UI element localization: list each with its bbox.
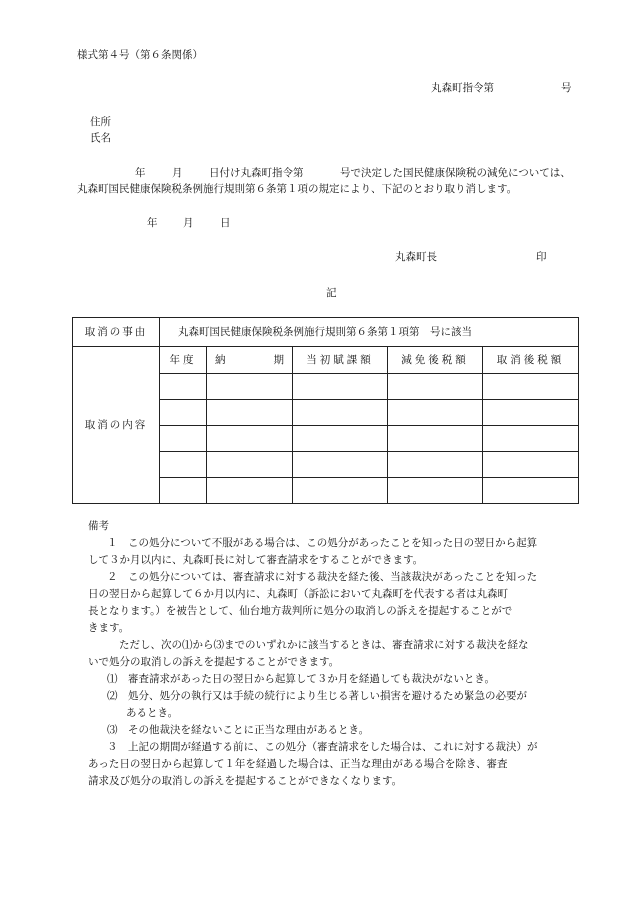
note-line: して３か月以内に、丸森町長に対して審査請求をすることができます。 xyxy=(88,554,424,566)
note-line: ２ この処分については、審査請求に対する裁決を経た後、当該裁決があったことを知った xyxy=(107,571,538,583)
table-cell xyxy=(388,426,483,452)
reason-label: 取消の事由 xyxy=(73,318,160,347)
form-id: 様式第４号（第６条関係） xyxy=(77,49,203,61)
body-line1-tail: 号で決定した国民健康保険税の減免については、 xyxy=(340,167,571,179)
table-cell xyxy=(483,478,579,504)
body-line1-mid: 日付け丸森町指令第 xyxy=(209,167,304,179)
note-line: きます。 xyxy=(88,622,130,634)
note-line: 日の翌日から起算して６か月以内に、丸森町（訴訟において丸森町を代表する者は丸森町 xyxy=(88,588,508,600)
header-fiscal-year: 年度 xyxy=(160,347,207,374)
header-initial-tax: 当初賦課額 xyxy=(293,347,388,374)
table-cell xyxy=(388,452,483,478)
table-cell xyxy=(293,452,388,478)
table-cell xyxy=(207,426,293,452)
table-cell xyxy=(388,478,483,504)
header-period-right: 期 xyxy=(273,353,284,366)
table-cell xyxy=(160,478,207,504)
table-cell xyxy=(483,400,579,426)
table-cell xyxy=(483,426,579,452)
table-cell xyxy=(293,478,388,504)
table-cell xyxy=(207,478,293,504)
body-month: 月 xyxy=(172,167,183,179)
header-period xyxy=(207,347,293,374)
doc-number-suffix: 号 xyxy=(561,82,572,94)
note-line: あった日の翌日から起算して１年を経過した場合は、正当な理由がある場合を除き、審査 xyxy=(88,758,508,770)
note-line: ⑶ その他裁決を経ないことに正当な理由があるとき。 xyxy=(107,724,370,736)
table-cell xyxy=(160,374,207,400)
name-label: 氏名 xyxy=(90,132,111,144)
header-reduced-tax: 減免後税額 xyxy=(388,347,483,374)
header-row xyxy=(73,347,579,374)
table-cell xyxy=(160,426,207,452)
doc-number-prefix: 丸森町指令第 xyxy=(431,82,494,94)
table-cell xyxy=(388,400,483,426)
table-cell xyxy=(293,426,388,452)
table-cell xyxy=(207,374,293,400)
note-line: いで処分の取消しの訴えを提起することができます。 xyxy=(88,656,340,668)
table-cell xyxy=(293,374,388,400)
table-cell xyxy=(483,452,579,478)
body-line2: 丸森町国民健康保険税条例施行規則第６条第１項の規定により、下記のとおり取り消します。 xyxy=(77,183,518,195)
date-year: 年 xyxy=(147,217,158,229)
date-day: 日 xyxy=(220,217,231,229)
date-month: 月 xyxy=(183,217,194,229)
header-after-cancel-tax: 取消後税額 xyxy=(483,347,579,374)
table-cell xyxy=(293,400,388,426)
body-year: 年 xyxy=(135,167,146,179)
header-period-left: 納 xyxy=(215,353,226,366)
table-cell xyxy=(160,400,207,426)
reason-text: 丸森町国民健康保険税条例施行規則第６条第１項第 号に該当 xyxy=(160,318,579,347)
seal-mark: 印 xyxy=(536,251,547,263)
ki-heading: 記 xyxy=(326,287,337,299)
address-label: 住所 xyxy=(90,116,111,128)
content-label: 取消の内容 xyxy=(73,347,160,504)
note-line: １ この処分について不服がある場合は、この処分があったことを知った日の翌日から起算 xyxy=(107,537,538,549)
table-cell xyxy=(483,374,579,400)
cancellation-table xyxy=(72,317,579,504)
note-line: ただし、次の⑴から⑶までのいずれかに該当するときは、審査請求に対する裁決を経な xyxy=(119,639,529,651)
table-cell xyxy=(207,452,293,478)
note-line: ３ 上記の期間が経過する前に、この処分（審査請求をした場合は、これに対する裁決）が xyxy=(107,741,538,753)
reason-row xyxy=(73,318,579,347)
table-cell xyxy=(388,374,483,400)
note-line: あるとき。 xyxy=(126,707,179,719)
note-line: ⑵ 処分、処分の執行又は手続の続行により生じる著しい損害を避けるため緊急の必要が xyxy=(107,690,527,702)
table-cell xyxy=(207,400,293,426)
notes-title: 備考 xyxy=(88,520,109,532)
table-cell xyxy=(160,452,207,478)
issuer-title: 丸森町長 xyxy=(395,251,437,263)
note-line: 長となります。）を被告として、仙台地方裁判所に処分の取消しの訴えを提起することがで xyxy=(88,605,513,617)
note-line: 請求及び処分の取消しの訴えを提起することができなくなります。 xyxy=(88,775,403,787)
note-line: ⑴ 審査請求があった日の翌日から起算して３か月を経過しても裁決がないとき。 xyxy=(107,673,495,685)
